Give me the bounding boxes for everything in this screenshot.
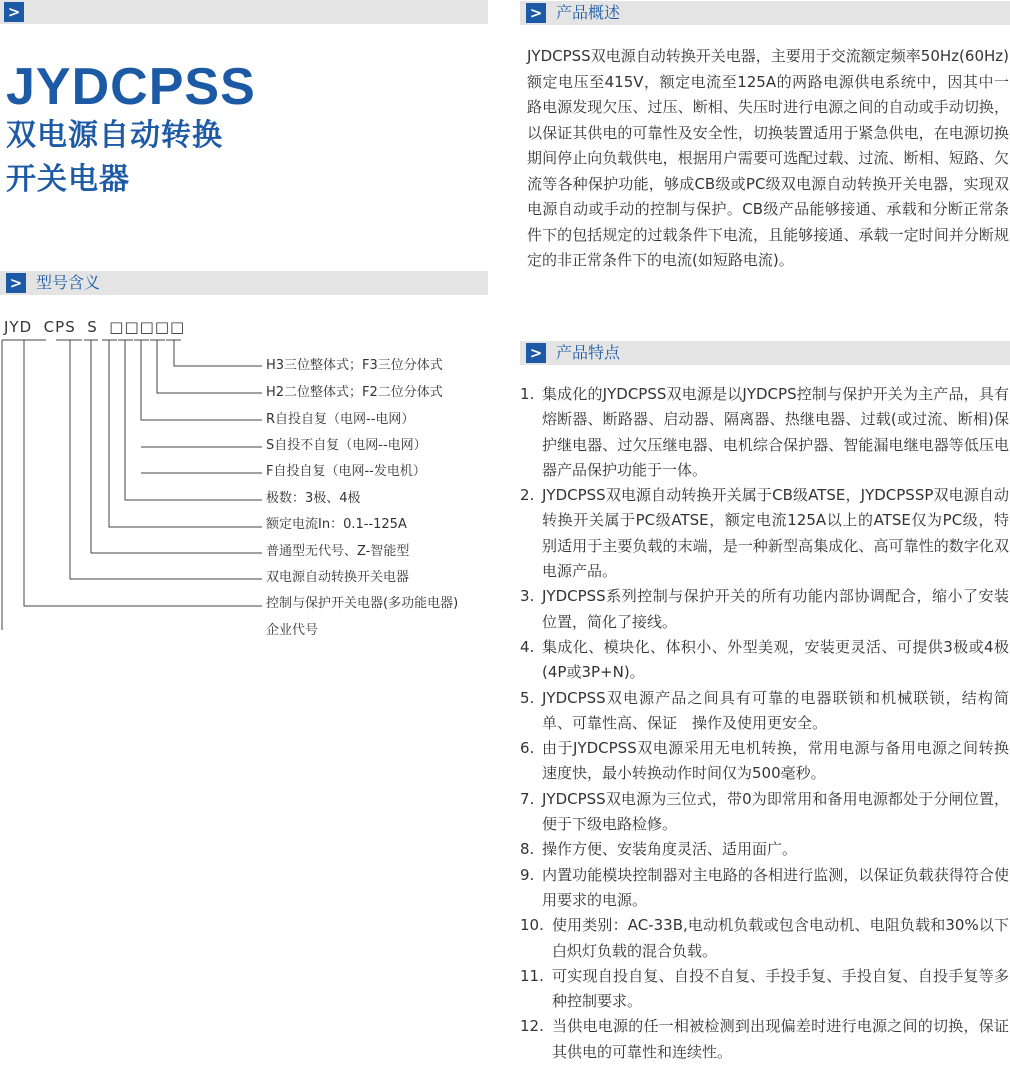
feature-number: 11. [520,966,544,985]
model-label-cps: 控制与保护开关电器(多功能电器) [266,596,459,611]
product-title-cn-line2: 开关电器 [6,162,130,197]
feature-number: 4. [520,637,535,656]
model-bracket-diagram [0,330,262,630]
chevron-right-icon: > [4,2,24,22]
model-label-s: S自投不自复（电网--电网） [266,438,427,453]
chevron-right-icon: > [526,3,546,23]
feature-text: 集成化的JYDCPSS双电源是以JYDCPS控制与保护开关为主产品，具有熔断器、断路器、启动器、隔离器、热继电器、过载(或过流、断相)保护继电器、过欠压继电器、电机综合保护器、智能漏电继电器等低压电器产品保护功能于一体。 [542,385,1009,479]
feature-text: 操作方便、安装角度灵活、适用面广。 [542,840,798,859]
bracket-box3 [134,340,262,420]
model-label-poles: 极数：3极、4极 [266,491,361,506]
feature-number: 7. [520,789,535,808]
bracket-box1 [102,340,262,527]
feature-number: 12. [520,1017,544,1036]
feature-text: 由于JYDCPSS双电源采用无电机转换，常用电源与备用电源之间转换速度快，最小转换动作时间仅为500毫秒。 [542,739,1009,783]
feature-text: JYDCPSS双电源产品之间具有可靠的电器联锁和机械联锁，结构简单、可靠性高、保证 操作及使用更安全。 [542,688,1009,732]
feature-text: 内置功能模块控制器对主电路的各相进行监测，以保证负载获得符合使用要求的电源。 [542,865,1009,909]
model-label-enterprise: 企业代号 [266,623,319,638]
bracket-cps [56,340,262,579]
features-section-title: 产品特点 [556,343,621,362]
model-section-header [0,271,488,295]
feature-text: 当供电电源的任一相被检测到出现偏差时进行电源之间的切换，保证其供电的可靠性和连续性。 [552,1017,1009,1061]
features-list [520,382,1009,1065]
feature-item [520,686,1009,737]
feature-text: 可实现自投自复、自投不自复、手投手复、手投自复、自投手复等多种控制要求。 [552,966,1009,1011]
model-label-dual-power: 双电源自动转换开关电器 [266,570,410,585]
feature-item [520,863,1009,914]
overview-section-title: 产品概述 [556,3,621,22]
feature-item [520,382,1009,483]
feature-item [520,635,1009,686]
feature-text: JYDCPSS双电源自动转换开关属于CB级ATSE，JYDCPSSP双电源自动转换开关属于PC级ATSE，额定电流125A以上的ATSE仅为PC级，特别适用于主要负载的末端，是一种新型高集成化、高可靠性的数字化双电源产品。 [542,486,1009,581]
model-code: JYD CPS S □□□□□ [4,318,186,336]
feature-number: 3. [520,587,535,606]
model-label-r: R自投自复（电网--电网） [266,412,415,427]
model-label-current: 额定电流In：0.1--125A [266,517,407,532]
model-label-f: F自投自复（电网--发电机） [266,464,426,479]
product-title-en: JYDCPSS [6,58,256,116]
model-label-h3: H3三位整体式；F3三位分体式 [266,358,443,373]
feature-item [520,787,1009,838]
left-top-bar [0,0,488,24]
feature-text: 集成化、模块化、体积小、外型美观，安装更灵活、可提供3极或4极(4P或3P+N)。 [542,637,1009,682]
bracket-box5 [166,340,262,366]
overview-section-header [520,1,1010,25]
feature-text: JYDCPSS系列控制与保护开关的所有功能内部协调配合，缩小了安装位置，简化了接线。 [542,587,1009,631]
feature-text: 使用类别：AC-33B,电动机负载或包含电动机、电阻负载和30%以下白炽灯负载的混合负载。 [552,916,1009,960]
feature-item [520,837,1009,862]
feature-item [520,584,1009,635]
feature-item [520,964,1009,1015]
feature-number: 8. [520,840,535,859]
model-label-type: 普通型无代号、Z-智能型 [266,544,410,559]
product-title-cn-line1: 双电源自动转换 [6,118,223,153]
feature-item [520,1014,1009,1065]
feature-item [520,736,1009,787]
feature-number: 2. [520,486,535,505]
feature-text: JYDCPSS双电源为三位式，带0为即常用和备用电源都处于分闸位置，便于下级电路检修。 [542,789,1009,834]
features-section-header [520,341,1010,365]
model-section-title: 型号含义 [36,273,101,292]
chevron-right-icon: > [6,273,26,293]
feature-number: 5. [520,688,535,707]
feature-item [520,483,1009,584]
feature-number: 10. [520,916,544,935]
overview-paragraph: JYDCPSS双电源自动转换开关电器，主要用于交流额定频率50Hz(60Hz)额定电压至415V，额定电流至125A的两路电源供电系统中，因其中一路电源发现欠压、过压、断相、失压时进行电源之间的自动或手动切换，以保证其供电的可靠性及安全性，切换装置适用于紧急供电，在电源切换期间停止向负载供电，根据用户需要可选配过载、过流、断相、短路、欠流等各种保护功能，够成CB级或PC级双电源自动转换开关电器，实现双电源自动或手动的控制与保护。CB级产品能够接通、承载和分断正常条件下的包括规定的过载条件下电流，且能够接通、承载一定时间并分断规定的非正常条件下的电流(如短路电流)。 [527,47,1009,269]
feature-number: 1. [520,385,535,403]
model-label-h2: H2二位整体式；F2二位分体式 [266,385,443,400]
feature-item [520,913,1009,964]
feature-number: 9. [520,865,535,884]
chevron-right-icon: > [526,343,546,363]
feature-number: 6. [520,739,535,758]
